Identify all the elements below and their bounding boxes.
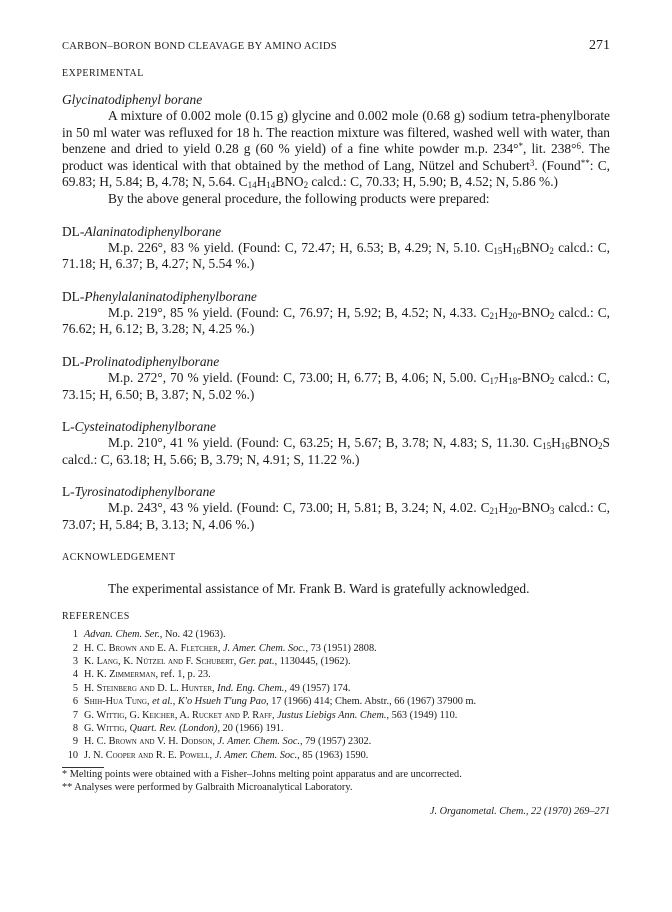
reference-item (62, 682, 610, 695)
reference-authors: G. Wittig, (84, 722, 130, 734)
reference-number: 5 (72, 682, 78, 694)
subscript: 2 (549, 245, 554, 256)
formula-part: -BNO (517, 500, 550, 516)
footnote-text: Melting points were obtained with a Fisher–Johns melting point apparatus and are uncorrected. (67, 769, 462, 781)
compound-text: calcd.: C, 73.15; H, 6.50; B, 3.87; N, 5.02 %.) (62, 369, 610, 402)
footnote-mark: ** (62, 782, 73, 794)
formula-part: -BNO (517, 304, 550, 320)
subscript: 18 (508, 375, 518, 386)
reference-body (84, 668, 211, 681)
reference-journal: Ger. pat. (238, 655, 275, 667)
reference-details: , 85 (1963) 1590. (297, 749, 369, 761)
footnote-mark: ** (580, 157, 590, 168)
formula-part: H (498, 369, 509, 385)
subscript: 2 (598, 441, 603, 452)
compound-title (62, 419, 610, 435)
formula-part: -BNO (517, 369, 550, 385)
para-text-7: calcd.: C, 70.33; H, 5.90; B, 4.52; N, 5.86 %.) (308, 174, 559, 190)
compound-prefix: L- (62, 419, 75, 435)
subscript: 3 (549, 506, 555, 517)
compound-title (62, 224, 610, 240)
reference-item (62, 709, 610, 722)
reference-authors: H. K. Zimmerman, (84, 669, 161, 681)
subscript: 21 (489, 310, 499, 321)
footnote (62, 768, 610, 781)
reference-journal: Ind. Eng. Chem. (217, 682, 285, 694)
compound-name: Alaninatodiphenylborane (84, 223, 222, 239)
reference-body (84, 628, 226, 641)
reference-body (84, 695, 476, 708)
subscript: 14 (266, 180, 276, 191)
subscript: 15 (542, 441, 552, 452)
footnote-text: Analyses were performed by Galbraith Microanalytical Laboratory. (72, 782, 353, 794)
reference-item (62, 735, 610, 748)
compound-data (62, 305, 610, 338)
acknowledgement-text: The experimental assistance of Mr. Frank B. Ward is gratefully acknowledged. (108, 580, 530, 596)
reference-number: 9 (72, 736, 78, 748)
reference-details: , 73 (1951) 2808. (305, 642, 377, 654)
para-text-3: . The product was identical with that obtained by the method of Lang, Nützel and Schubert (62, 141, 610, 173)
para-text-6: BNO (275, 174, 304, 190)
reference-details: , 20 (1966) 191. (217, 722, 284, 734)
para-text-4: . (Found (534, 157, 581, 173)
compound-prefix: L- (62, 484, 75, 500)
compound-title (62, 354, 610, 370)
compound-name: Phenylalaninatodiphenylborane (84, 288, 257, 304)
ref-mark: 6 (576, 141, 581, 152)
references-heading: REFERENCES (62, 611, 130, 623)
running-header (62, 38, 610, 54)
compound-prefix: DL- (62, 353, 85, 369)
procedure-paragraph: By the above general procedure, the following products were prepared: (108, 190, 490, 206)
experimental-heading: EXPERIMENTAL (62, 68, 144, 79)
reference-details: , 79 (1957) 2302. (300, 736, 372, 748)
compound-prefix: DL- (62, 288, 85, 304)
compound-text: M.p. 243°, 43 % yield. (Found: C, 73.00; H, 5.81; B, 3.24; N, 4.02. C (108, 500, 490, 516)
para-text-2: , lit. 238° (523, 141, 577, 157)
reference-item (62, 695, 610, 708)
formula-part: BNO (521, 239, 550, 255)
reference-authors: J. N. Cooper and R. E. Powell, (84, 749, 215, 761)
reference-details: , 17 (1966) 414; Chem. Abstr., 66 (1967) 37900 m. (266, 696, 477, 708)
subscript: 14 (247, 180, 257, 191)
compound-text: M.p. 219°, 85 % yield. (Found: C, 76.97; H, 5.92; B, 4.52; N, 4.33. C (108, 304, 490, 320)
reference-item (62, 628, 610, 641)
compound-text: calcd.: C, 76.62; H, 6.12; B, 3.28; N, 4.25 %.) (62, 304, 610, 337)
subscript: 15 (493, 245, 503, 256)
formula-h: H (256, 174, 267, 190)
formula-part: H (498, 500, 509, 516)
subscript: 16 (512, 245, 522, 256)
reference-number: 3 (72, 655, 78, 667)
compound-text: M.p. 272°, 70 % yield. (Found: C, 73.00; H, 6.77; B, 4.06; N, 5.00. C (108, 369, 490, 385)
acknowledgement-heading: ACKNOWLEDGEMENT (62, 551, 176, 563)
references-list (62, 628, 610, 762)
reference-authors: H. Steinberg and D. L. Hunter, (84, 682, 218, 694)
reference-authors: G. Wittig, G. Keicher, A. Rucket and P. Raff, (84, 709, 278, 721)
reference-details: , 1130445, (1962). (274, 655, 351, 667)
page-number: 271 (589, 38, 610, 53)
reference-item (62, 642, 610, 655)
reference-body (84, 682, 350, 695)
subscript: 21 (489, 506, 499, 517)
subscript: 20 (508, 310, 518, 321)
reference-body (84, 722, 284, 735)
compound-title (62, 289, 610, 305)
reference-authors: K. Lang, K. Nützel and F. Schubert, (84, 655, 239, 667)
reference-body (84, 709, 457, 722)
subscript: 2 (549, 310, 555, 321)
footnote-mark: * (62, 769, 68, 781)
compound-text: M.p. 226°, 83 % yield. (Found: C, 72.47; H, 6.53; B, 4.29; N, 5.10. C (108, 239, 494, 255)
experimental-paragraph (62, 108, 610, 191)
reference-body (84, 735, 371, 748)
compound-name: Prolinatodiphenylborane (84, 353, 220, 369)
reference-details: , No. 42 (1963). (159, 629, 226, 641)
reference-number: 6 (72, 696, 78, 708)
compound-text: M.p. 210°, 41 % yield. (Found: C, 63.25; H, 5.67; B, 3.78; N, 4.83; S, 11.30. C (108, 435, 543, 451)
page (62, 38, 610, 817)
reference-number: 1 (72, 629, 78, 641)
reference-number: 8 (72, 722, 78, 734)
reference-authors: H. C. Brown and V. H. Dodson, (84, 736, 218, 748)
reference-journal: et al., K'o Hsueh T'ung Pao (152, 696, 267, 708)
reference-details: , 563 (1949) 110. (386, 709, 458, 721)
compound-list (62, 224, 610, 534)
reference-details: ref. 1, p. 23. (160, 669, 211, 681)
formula-part: H (498, 304, 509, 320)
reference-details: , 49 (1957) 174. (284, 682, 351, 694)
subscript: 16 (560, 441, 570, 452)
reference-journal: J. Amer. Chem. Soc. (217, 736, 300, 748)
compound-prefix: DL- (62, 223, 85, 239)
compound-text: calcd.: C, 71.18; H, 6.37; B, 4.27; N, 5.54 %.) (62, 239, 610, 272)
subscript: 2 (303, 180, 309, 191)
reference-item (62, 655, 610, 668)
reference-item (62, 668, 610, 681)
reference-body (84, 655, 351, 668)
formula-part: BNO (569, 435, 599, 451)
reference-number: 4 (72, 669, 78, 681)
reference-number: 7 (72, 709, 78, 721)
footnote (62, 781, 610, 794)
reference-authors: H. C. Brown and E. A. Fletcher, (84, 642, 223, 654)
compound-data (62, 240, 610, 273)
reference-number: 2 (72, 642, 78, 654)
para-text-1: A mixture of 0.002 mole (0.15 g) glycine and 0.002 mole (0.68 g) sodium tetra-phenylborate in 50 ml water was refluxed for 18 h. The reaction mixture was filtered, washed well with water, than benzene and dried to yield 0.28 g (60 % yield) of a fine white powder m.p. 234° (62, 108, 610, 157)
reference-body (84, 642, 377, 655)
reference-journal: J. Amer. Chem. Soc. (223, 642, 306, 654)
reference-number: 10 (67, 749, 78, 761)
reference-authors: Shih-Hua Tung, (84, 696, 153, 708)
para-text-5: : C, 69.83; H, 5.84; B, 4.78; N, 5.64. C (62, 157, 610, 190)
journal-citation: J. Organometal. Chem., 22 (1970) 269–271 (429, 806, 610, 818)
formula-part: H (551, 435, 561, 451)
reference-journal: Quart. Rev. (London) (129, 722, 218, 734)
compound-text: calcd.: C, 73.07; H, 5.84; B, 3.13; N, 4.06 %.) (62, 500, 610, 532)
footnotes (62, 768, 610, 794)
compound-data (62, 370, 610, 403)
compound-text: S calcd.: C, 63.18; H, 5.66; B, 3.79; N, 4.91; S, 11.22 %.) (62, 435, 610, 467)
footnote-mark: * (518, 141, 524, 152)
compound-title (62, 484, 610, 500)
reference-body (84, 749, 368, 762)
compound-data (62, 435, 610, 468)
reference-journal: Justus Liebigs Ann. Chem. (277, 709, 387, 721)
ref-mark: 3 (529, 157, 535, 168)
reference-item (62, 749, 610, 762)
subscript: 2 (549, 375, 555, 386)
reference-item (62, 722, 610, 735)
compound-data (62, 500, 610, 533)
subscript: 20 (508, 506, 518, 517)
running-title: CARBON–BORON BOND CLEAVAGE BY AMINO ACIDS (62, 41, 337, 52)
formula-part: H (502, 239, 513, 255)
compound-name: Cysteinatodiphenylborane (74, 419, 216, 435)
reference-journal: J. Amer. Chem. Soc. (214, 749, 298, 761)
subscript: 17 (489, 375, 499, 386)
compound-name: Tyrosinatodiphenylborane (74, 484, 216, 500)
glycinato-subheading: Glycinatodiphenyl borane (62, 92, 203, 107)
reference-journal: Advan. Chem. Ser. (84, 629, 160, 641)
